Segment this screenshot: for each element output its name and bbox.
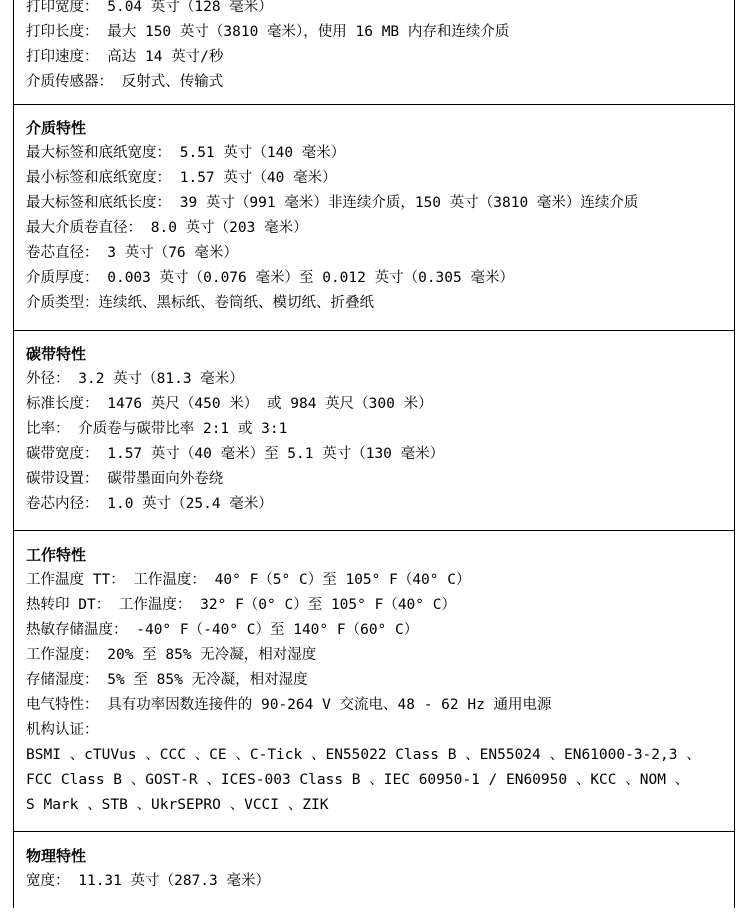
ribbon-section-title: 碳带特性 — [26, 345, 87, 363]
physical-width-line: 宽度： 11.31 英寸（287.3 毫米） — [26, 873, 270, 889]
ribbon-outer-diameter-line: 外径： 3.2 英寸（81.3 毫米） — [26, 371, 244, 387]
media-types-line: 介质类型：连续纸、黑标纸、卷筒纸、模切纸、折叠纸 — [26, 295, 374, 311]
print-speed-line: 打印速度： 高达 14 英寸/秒 — [26, 49, 224, 65]
approvals-list-line-2: FCC Class B 、GOST-R 、ICES-003 Class B 、IEC 60950-1 / EN60950 、KCC 、NOM 、 — [26, 772, 690, 788]
operating-humidity-line: 工作湿度： 20% 至 85% 无冷凝，相对湿度 — [26, 647, 317, 663]
ribbon-ratio-line: 比率： 介质卷与碳带比率 2:1 或 3:1 — [26, 421, 288, 437]
max-label-length-line: 最大标签和底纸长度： 39 英寸（991 毫米）非连续介质，150 英寸（3810 毫米）连续介质 — [26, 195, 639, 211]
ribbon-length-line: 标准长度： 1476 英尺（450 米） 或 984 英尺（300 米） — [26, 396, 433, 412]
core-diameter-line: 卷芯直径： 3 英寸（76 毫米） — [26, 245, 238, 261]
electrical-line: 电气特性： 具有功率因数连接件的 90-264 V 交流电、48 - 62 Hz 通用电源 — [26, 697, 552, 713]
ribbon-core-line: 卷芯内径： 1.0 英寸（25.4 毫米） — [26, 496, 273, 512]
print-length-line: 打印长度： 最大 150 英寸（3810 毫米），使用 16 MB 内存和连续介质 — [26, 24, 510, 40]
min-label-width-line: 最小标签和底纸宽度： 1.57 英寸（40 毫米） — [26, 170, 337, 186]
approvals-list-line-1: BSMI 、cTUVus 、CCC 、CE 、C-Tick 、EN55022 Class B 、EN55024 、EN61000-3-2,3 、 — [26, 747, 701, 763]
max-roll-diameter-line: 最大介质卷直径： 8.0 英寸（203 毫米） — [26, 220, 308, 236]
operating-temp-tt-line: 工作温度 TT： 工作温度： 40° F（5° C）至 105° F（40° C） — [26, 572, 471, 588]
storage-humidity-line: 存储湿度： 5% 至 85% 无冷凝，相对湿度 — [26, 672, 308, 688]
spec-sheet — [13, 0, 735, 908]
print-width-line: 打印宽度： 5.04 英寸（128 毫米） — [26, 0, 273, 15]
approvals-list-line-3: S Mark 、STB 、UkrSEPRO 、VCCI 、ZIK — [26, 797, 329, 813]
media-thickness-line: 介质厚度： 0.003 英寸（0.076 毫米）至 0.012 英寸（0.305 毫米） — [26, 270, 514, 286]
physical-section-title: 物理特性 — [26, 847, 87, 865]
operating-temp-dt-line: 热转印 DT： 工作温度： 32° F（0° C）至 105° F（40° C） — [26, 597, 456, 613]
approvals-label-line: 机构认证： — [26, 722, 99, 738]
ribbon-width-line: 碳带宽度： 1.57 英寸（40 毫米）至 5.1 英寸（130 毫米） — [26, 446, 445, 462]
ribbon-specs-section — [14, 331, 734, 531]
max-label-width-line: 最大标签和底纸宽度： 5.51 英寸（140 毫米） — [26, 145, 346, 161]
ribbon-setup-line: 碳带设置： 碳带墨面向外卷绕 — [26, 471, 224, 487]
media-sensor-line: 介质传感器： 反射式、传输式 — [26, 74, 224, 90]
media-specs-section — [14, 105, 734, 331]
operating-specs-section — [14, 531, 734, 832]
print-specs-section — [14, 0, 734, 105]
operating-section-title: 工作特性 — [26, 546, 87, 564]
media-section-title: 介质特性 — [26, 119, 87, 137]
storage-temp-line: 热敏存储温度： -40° F（-40° C）至 140° F（60° C） — [26, 622, 419, 638]
physical-specs-section — [14, 832, 734, 912]
